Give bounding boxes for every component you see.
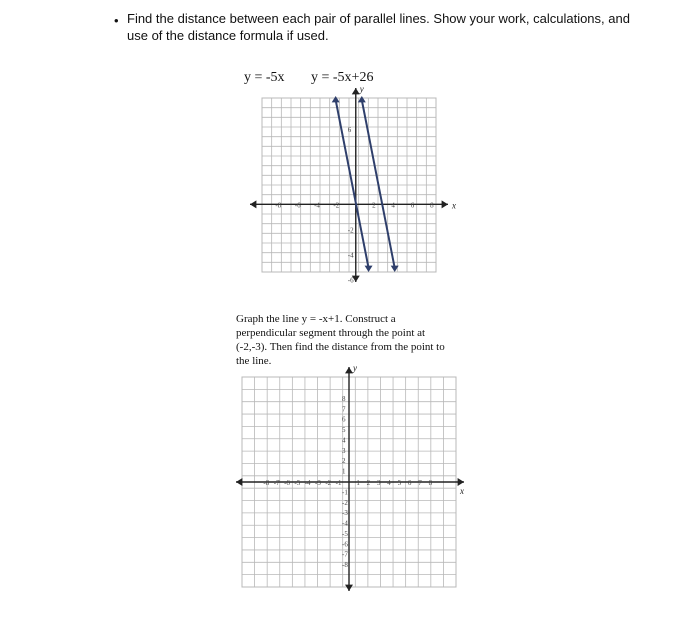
x-tick-label: -7 — [273, 479, 280, 487]
graph2-caption: Graph the line y = -x+1. Construct a perpendicular segment through the point at (-2,-3). Then find the distance from the point to the line. — [236, 313, 445, 367]
y-tick-label: -2 — [342, 498, 348, 507]
y-tick-label: 6 — [342, 415, 346, 424]
x-tick-label: 8 — [428, 479, 433, 487]
y-axis-label: y — [359, 84, 364, 94]
y-tick-label: -7 — [342, 550, 348, 559]
equation-label-2: y = -5x+26 — [311, 70, 374, 85]
y-tick-label: -3 — [342, 509, 348, 518]
y-tick-label: -5 — [342, 529, 348, 538]
parallel-lines-graph — [246, 86, 456, 286]
x-tick-label: -4 — [304, 479, 311, 487]
y-tick-label: -6 — [347, 276, 354, 285]
x-tick-label: 5 — [397, 479, 402, 487]
x-tick-label: 6 — [410, 201, 415, 210]
y-tick-label: 1 — [342, 467, 346, 476]
x-tick-label: 7 — [418, 479, 422, 487]
x-tick-label: 8 — [430, 201, 434, 210]
y-tick-label: -4 — [347, 251, 354, 260]
y-tick-label: -6 — [342, 540, 348, 549]
x-tick-label: -6 — [284, 479, 290, 487]
x-axis-label: x — [452, 200, 456, 211]
x-axis-label: x — [460, 486, 464, 496]
x-tick-label: -2 — [325, 479, 332, 487]
x-axis-arrow-left — [250, 200, 256, 208]
y-tick-label: 3 — [342, 446, 346, 455]
x-tick-label: 2 — [372, 201, 376, 210]
y-tick-label: -4 — [342, 519, 348, 528]
y-tick-label: 2 — [342, 457, 346, 466]
x-tick-label: 4 — [391, 201, 395, 210]
x-axis-arrow-right — [442, 200, 448, 208]
x-tick-label: -3 — [315, 479, 321, 487]
x-tick-label: -8 — [275, 201, 282, 210]
x-tick-label: -1 — [335, 479, 342, 487]
line-y-neg5x-arrow-bottom — [365, 266, 373, 272]
x-tick-label: 2 — [366, 479, 371, 487]
y-tick-label: -1 — [342, 488, 348, 497]
y-tick-label: 6 — [347, 125, 352, 134]
x-axis-arrow-left — [236, 478, 242, 486]
y-tick-label: 8 — [342, 394, 346, 403]
y-tick-label: -8 — [342, 561, 348, 570]
x-tick-label: 6 — [407, 479, 412, 487]
y-tick-label: 7 — [342, 405, 346, 414]
y-tick-label: 5 — [342, 426, 346, 435]
y-tick-label: 4 — [342, 436, 346, 445]
x-tick-label: -5 — [294, 479, 301, 487]
x-tick-label: 3 — [376, 479, 381, 487]
x-axis-arrow-right — [458, 478, 464, 486]
x-tick-label: 4 — [387, 479, 391, 487]
x-tick-label: -8 — [263, 479, 270, 487]
y-axis-label: y — [353, 363, 357, 373]
x-tick-label: -4 — [314, 201, 320, 210]
y-tick-label: -2 — [347, 226, 354, 235]
equation-label-1: y = -5x — [244, 70, 285, 85]
y-axis-arrow-down — [345, 585, 353, 591]
y-axis-arrow-up — [352, 88, 360, 94]
line-y-neg5x-arrow-top — [332, 96, 340, 102]
x-tick-label: -6 — [294, 201, 301, 210]
x-tick-label: 1 — [356, 479, 360, 487]
bullet-marker: • — [114, 13, 119, 28]
y-axis-arrow-up — [345, 367, 353, 373]
x-tick-label: -2 — [333, 201, 340, 210]
blank-coordinate-grid — [236, 365, 468, 593]
question-instructions: Find the distance between each pair of parallel lines. Show your work, calculations, and use of the distance formula if used. — [127, 11, 630, 43]
